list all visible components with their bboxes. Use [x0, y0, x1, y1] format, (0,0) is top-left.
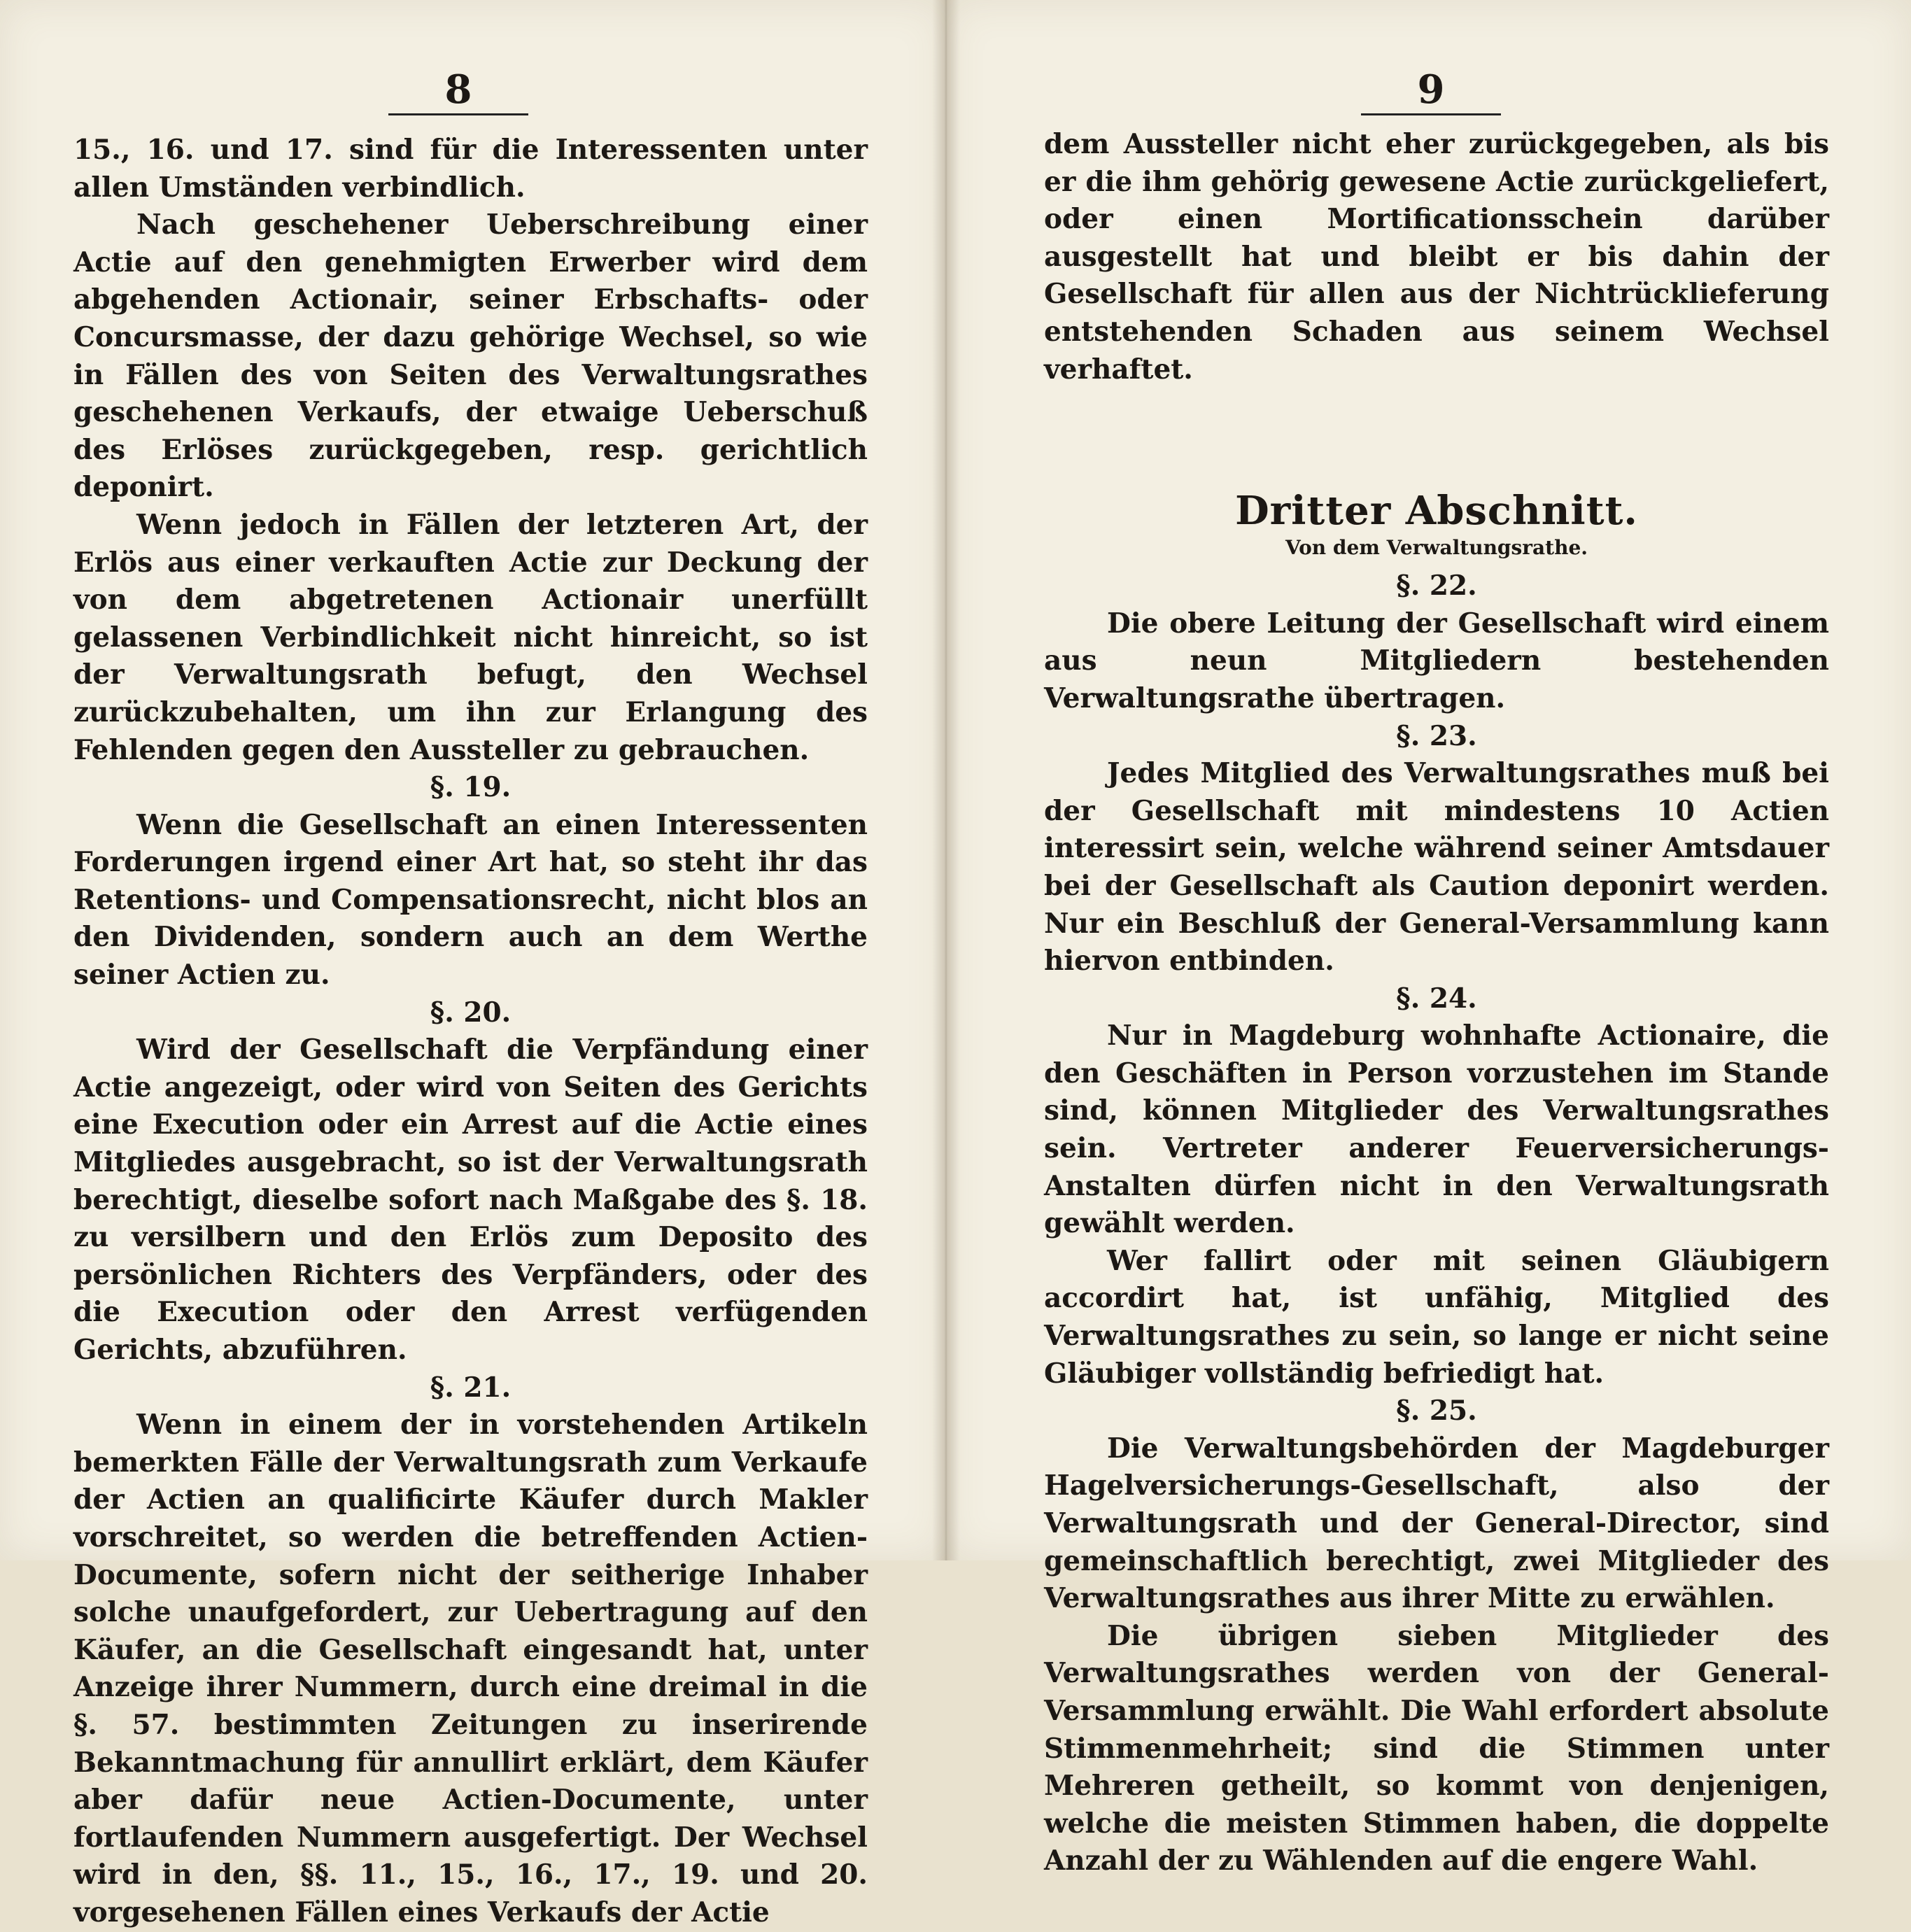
left-page — [0, 0, 946, 1929]
book-gutter — [932, 0, 960, 1560]
paragraph: Wird der Gesellschaft die Verpfändung einer Actie angezeigt, oder wird von Seiten des Gerichts eine Execution oder ein Arrest auf die Actie eines Mitgliedes ausgebracht, so ist der Verwaltungsrath berechtigt, dieselbe sofort nach Maßgabe des §. 18. zu versilbern und den Erlös zum Deposito des persönlichen Richters des Verpfänders, oder des die Execution oder den Arrest verfügenden Gerichts, abzuführen. — [73, 1034, 868, 1366]
paragraph: Wenn die Gesellschaft an einen Interessenten Forderungen irgend einer Art hat, so steht ihr das Retentions- und Compensationsrecht, nicht blos an den Dividenden, sondern auch an dem Werthe seiner Actien zu. — [73, 808, 868, 992]
paragraph: Jedes Mitglied des Verwaltungsrathes muß bei der Gesellschaft mit mindestens 10 Actien interessirt sein, welche während seiner Amtsdauer bei der Gesellschaft als Caution deponirt werden. Nur ein Beschluß der General-Versammlung kann hiervon entbinden. — [1044, 757, 1829, 978]
paragraph: Wenn jedoch in Fällen der letzteren Art, der Erlös aus einer verkauften Actie zur Deckung der von dem abgetretenen Actionair unerfüllt gelassenen Verbindlichkeit nicht hinreicht, so ist der Verwaltungsrath befugt, den Wechsel zurückzubehalten, um ihn zur Erlangung des Fehlenden gegen den Aussteller zu gebrauchen. — [73, 508, 868, 766]
page-number-right: 9 — [1417, 66, 1445, 113]
paragraph: Die obere Leitung der Gesellschaft wird einem aus neun Mitgliedern bestehenden Verwaltungsrathe übertragen. — [1044, 607, 1829, 714]
page-number-rule-right — [1361, 113, 1501, 115]
paragraph: Die übrigen sieben Mitglieder des Verwaltungsrathes werden von der General-Versammlung erwählt. Die Wahl erfordert absolute Stimmenmehrheit; sind die Stimmen unter Mehreren getheilt, so kommt von denjenigen, welche die meisten Stimmen haben, die doppelte Anzahl der zu Wählenden auf die engere Wahl. — [1044, 1619, 1829, 1877]
right-page-text — [1044, 126, 1829, 1880]
paragraph: Wer fallirt oder mit seinen Gläubigern accordirt hat, ist unfähig, Mitglied des Verwaltungsrathes zu sein, so lange er nicht seine Gläubiger vollständig befriedigt hat. — [1044, 1244, 1829, 1390]
section-heading: §. 22. — [1396, 570, 1477, 602]
section-heading: §. 21. — [430, 1371, 512, 1404]
section-heading: §. 23. — [1396, 719, 1477, 752]
section-heading: §. 20. — [430, 996, 512, 1029]
paragraph: Nach geschehener Ueberschreibung einer Actie auf den genehmigten Erwerber wird dem abgehenden Actionair, seiner Erbschafts- oder Concursmasse, der dazu gehörige Wechsel, so wie in Fällen des von Seiten des Verwaltungsrathes geschehenen Verkaufs, der etwaige Ueberschuß des Erlöses zurückgegeben, resp. gerichtlich deponirt. — [73, 209, 868, 504]
left-page-text — [73, 132, 868, 1932]
section-heading: §. 24. — [1396, 982, 1477, 1015]
paragraph: dem Aussteller nicht eher zurückgegeben, als bis er die ihm gehörig gewesene Actie zurückgeliefert, oder einen Mortificationsschein darüber ausgestellt hat und bleibt er bis dahin der Gesellschaft für allen aus der Nichtrücklieferung entstehenden Schaden aus seinem Wechsel verhaftet. — [1044, 128, 1829, 386]
chapter-heading: Dritter Abschnitt. — [1235, 488, 1638, 535]
paragraph: 15., 16. und 17. sind für die Interessenten unter allen Umständen verbindlich. — [73, 134, 868, 204]
page-number-rule-left — [388, 113, 528, 115]
paragraph: Wenn in einem der in vorstehenden Artikeln bemerkten Fälle der Verwaltungsrath zum Verkaufe der Actien an qualificirte Käufer durch Makler vorschreitet, so werden die betreffenden Actien-Documente, sofern nicht der seitherige Inhaber solche unaufgefordert, zur Uebertragung auf den Käufer, an die Gesellschaft eingesandt hat, unter Anzeige ihrer Nummern, durch eine dreimal in die §. 57. bestimmten Zeitungen zu inserirende Bekanntmachung für annullirt erklärt, dem Käufer aber dafür neue Actien-Documente, unter fortlaufenden Nummern ausgefertigt. Der Wechsel wird in den, §§. 11., 15., 16., 17., 19. und 20. vorgesehenen Fällen eines Verkaufs der Actie — [73, 1409, 868, 1929]
section-heading: §. 19. — [430, 771, 512, 804]
page-number-left: 8 — [444, 66, 472, 113]
right-page — [946, 0, 1911, 1877]
chapter-subheading: Von dem Verwaltungsrathe. — [1285, 536, 1588, 560]
paragraph: Nur in Magdeburg wohnhafte Actionaire, die den Geschäften in Person vorzustehen im Stande sind, können Mitglieder des Verwaltungsrathes sein. Vertreter anderer Feuerversicherungs-Anstalten dürfen nicht in den Verwaltungsrath gewählt werden. — [1044, 1020, 1829, 1240]
section-heading: §. 25. — [1396, 1395, 1477, 1427]
paragraph: Die Verwaltungsbehörden der Magdeburger Hagelversicherungs-Gesellschaft, also der Verwaltungsrath und der General-Director, sind gemeinschaftlich berechtigt, zwei Mitglieder des Verwaltungsrathes aus ihrer Mitte zu erwählen. — [1044, 1432, 1829, 1615]
